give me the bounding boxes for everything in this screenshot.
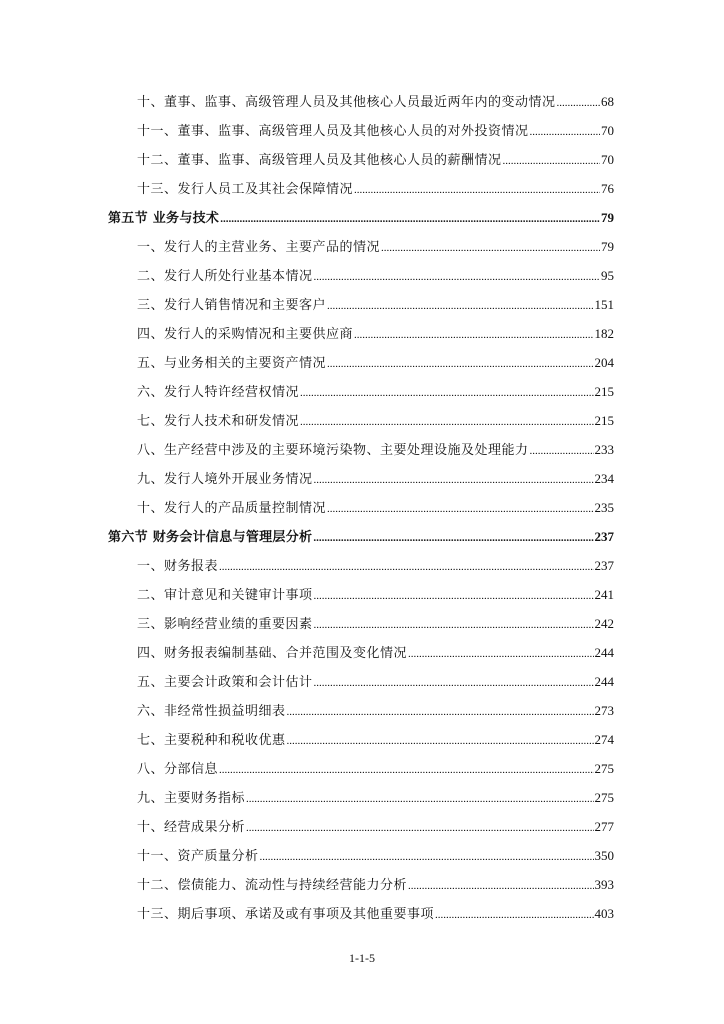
toc-entry-label: 四、发行人的采购情况和主要供应商	[137, 327, 354, 342]
toc-entry-page: 244	[594, 645, 614, 660]
dot-leader	[300, 416, 593, 428]
toc-entry-label: 十三、期后事项、承诺及或有事项及其他重要事项	[137, 907, 435, 922]
toc-entry[interactable]	[108, 671, 614, 700]
toc-entry-page: 242	[594, 616, 614, 631]
toc-entry-page: 241	[594, 587, 614, 602]
toc-entry-label: 九、发行人境外开展业务情况	[137, 472, 313, 487]
toc-entry[interactable]	[108, 323, 614, 352]
toc-entry-page: 393	[594, 877, 614, 892]
toc-entry-page: 403	[594, 906, 614, 921]
toc-entry-label: 十一、资产质量分析	[137, 849, 259, 864]
toc-entry-label: 六、发行人特许经营权情况	[137, 385, 300, 400]
toc-entry[interactable]	[108, 294, 614, 323]
toc-entry-label: 五、与业务相关的主要资产情况	[137, 356, 327, 371]
toc-entry-page: 235	[594, 500, 614, 515]
toc-entry-page: 70	[601, 152, 614, 167]
toc-entry[interactable]	[108, 236, 614, 265]
dot-leader	[220, 213, 600, 225]
toc-entry-label: 二、审计意见和关键审计事项	[137, 588, 313, 603]
toc-entry-page: 233	[594, 442, 614, 457]
toc-entry-label: 八、生产经营中涉及的主要环境污染物、主要处理设施及处理能力	[137, 443, 529, 458]
dot-leader	[354, 329, 593, 341]
toc-entry-label: 三、影响经营业绩的重要因素	[137, 617, 313, 632]
dot-leader	[530, 126, 600, 138]
toc-entry-label: 七、发行人技术和研发情况	[137, 414, 300, 429]
toc-entry-page: 95	[601, 268, 614, 283]
toc-entry[interactable]	[108, 178, 614, 207]
dot-leader	[408, 880, 593, 892]
toc-entry[interactable]	[108, 903, 614, 932]
dot-leader	[408, 648, 593, 660]
toc-entry-label: 二、发行人所处行业基本情况	[137, 269, 313, 284]
toc-section-page: 237	[594, 529, 614, 544]
toc-section-heading[interactable]	[108, 526, 614, 555]
dot-leader	[219, 764, 593, 776]
toc-entry[interactable]	[108, 497, 614, 526]
toc-entry-label: 六、非经常性损益明细表	[137, 704, 286, 719]
toc-entry[interactable]	[108, 874, 614, 903]
dot-leader	[314, 619, 594, 631]
toc-entry-label: 十二、董事、监事、高级管理人员及其他核心人员的薪酬情况	[137, 153, 502, 168]
toc-entry[interactable]	[108, 729, 614, 758]
toc-entry-page: 273	[594, 703, 614, 718]
dot-leader	[327, 503, 593, 515]
toc-section-label: 第六节 财务会计信息与管理层分析	[108, 530, 313, 545]
toc-entry-page: 275	[594, 761, 614, 776]
toc-entry[interactable]	[108, 149, 614, 178]
toc-entry-label: 七、主要税种和税收优惠	[137, 733, 286, 748]
toc-entry[interactable]	[108, 410, 614, 439]
toc-entry[interactable]	[108, 120, 614, 149]
toc-entry-page: 237	[594, 558, 614, 573]
toc-entry[interactable]	[108, 439, 614, 468]
toc-entry[interactable]	[108, 845, 614, 874]
dot-leader	[503, 155, 600, 167]
dot-leader	[314, 677, 594, 689]
toc-entry[interactable]	[108, 613, 614, 642]
toc-entry[interactable]	[108, 352, 614, 381]
toc-entry[interactable]	[108, 91, 614, 120]
toc-entry-page: 70	[601, 123, 614, 138]
toc-entry-page: 234	[594, 471, 614, 486]
dot-leader	[313, 532, 593, 544]
dot-leader	[557, 97, 600, 109]
toc-section-label: 第五节 业务与技术	[108, 211, 220, 226]
toc-entry-label: 十三、发行人员工及其社会保障情况	[137, 182, 354, 197]
dot-leader	[287, 706, 594, 718]
dot-leader	[327, 358, 593, 370]
page-footer-number: 1-1-5	[349, 951, 375, 965]
toc-entry-label: 十、董事、监事、高级管理人员及其他核心人员最近两年内的变动情况	[137, 95, 556, 110]
toc-entry-label: 一、发行人的主营业务、主要产品的情况	[137, 240, 381, 255]
toc-entry[interactable]	[108, 816, 614, 845]
toc-section-heading[interactable]	[108, 207, 614, 236]
dot-leader	[435, 909, 593, 921]
toc-entry-page: 151	[594, 297, 614, 312]
toc-entry-page: 350	[594, 848, 614, 863]
toc-entry-label: 十、经营成果分析	[137, 820, 246, 835]
toc-entry[interactable]	[108, 381, 614, 410]
dot-leader	[300, 387, 593, 399]
toc-entry[interactable]	[108, 787, 614, 816]
dot-leader	[327, 300, 593, 312]
dot-leader	[530, 445, 594, 457]
toc-entry-page: 79	[601, 239, 614, 254]
dot-leader	[381, 242, 600, 254]
toc-entry-page: 215	[594, 384, 614, 399]
toc-section-page: 79	[601, 210, 614, 225]
toc-entry-page: 244	[594, 674, 614, 689]
dot-leader	[314, 474, 594, 486]
toc-entry-label: 十一、董事、监事、高级管理人员及其他核心人员的对外投资情况	[137, 124, 529, 139]
toc-entry[interactable]	[108, 468, 614, 497]
toc-entry[interactable]	[108, 700, 614, 729]
dot-leader	[260, 851, 594, 863]
toc-entry-label: 九、主要财务指标	[137, 791, 246, 806]
toc-entry[interactable]	[108, 642, 614, 671]
toc-entry-label: 一、财务报表	[137, 559, 219, 574]
toc-entry[interactable]	[108, 758, 614, 787]
toc-entry-page: 182	[594, 326, 614, 341]
toc-entry-page: 274	[594, 732, 614, 747]
toc-entry-page: 76	[601, 181, 614, 196]
dot-leader	[246, 822, 593, 834]
toc-entry[interactable]	[108, 584, 614, 613]
toc-entry-label: 三、发行人销售情况和主要客户	[137, 298, 327, 313]
dot-leader	[354, 184, 600, 196]
dot-leader	[219, 561, 593, 573]
toc-entry-page: 215	[594, 413, 614, 428]
dot-leader	[314, 590, 594, 602]
dot-leader	[314, 271, 600, 283]
dot-leader	[287, 735, 594, 747]
toc-entry-page: 277	[594, 819, 614, 834]
dot-leader	[246, 793, 593, 805]
toc-entry-page: 204	[594, 355, 614, 370]
toc-entry-label: 十、发行人的产品质量控制情况	[137, 501, 327, 516]
toc-entry-page: 68	[601, 94, 614, 109]
toc-entry-label: 四、财务报表编制基础、合并范围及变化情况	[137, 646, 408, 661]
toc-entry[interactable]	[108, 555, 614, 584]
table-of-contents	[108, 91, 614, 932]
toc-entry-page: 275	[594, 790, 614, 805]
toc-entry-label: 八、分部信息	[137, 762, 219, 777]
toc-entry-label: 五、主要会计政策和会计估计	[137, 675, 313, 690]
toc-entry[interactable]	[108, 265, 614, 294]
toc-entry-label: 十二、偿债能力、流动性与持续经营能力分析	[137, 878, 408, 893]
